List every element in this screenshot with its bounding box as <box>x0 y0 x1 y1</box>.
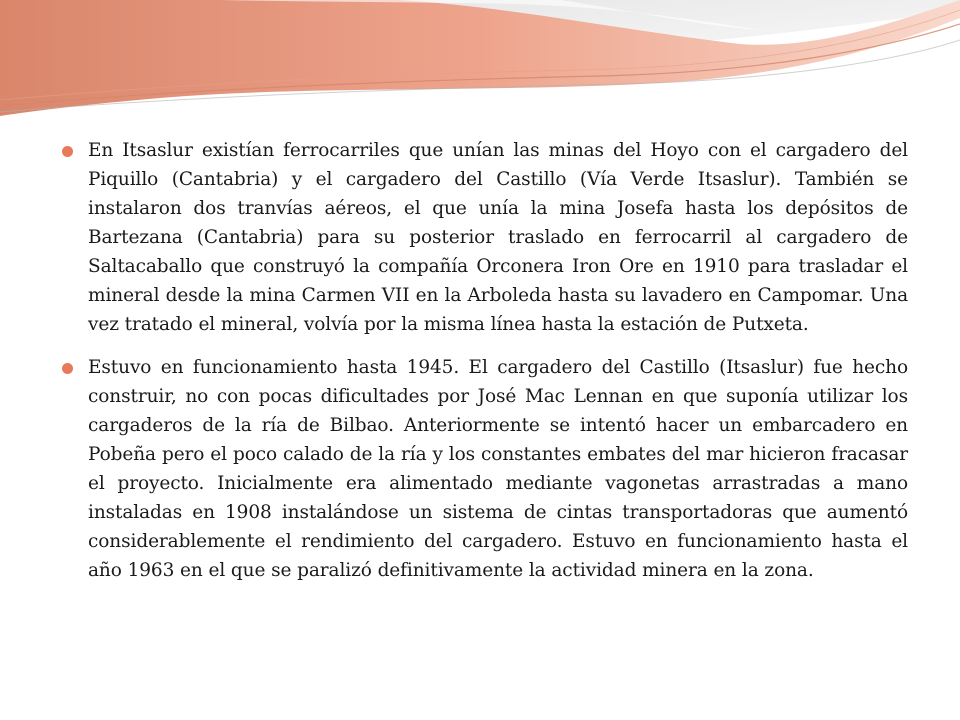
bullet-item-2 <box>60 353 908 585</box>
bullet-text: Estuvo en funcionamiento hasta 1945. El cargadero del Castillo (Itsaslur) fue hecho construir, no con pocas dificultades por José Mac Lennan en que suponía utilizar los cargaderos de la ría de Bilbao. Anteriormente se intentó hacer un embarcadero en Pobeña pero el poco calado de la ría y los constantes embates del mar hicieron fracasar el proyecto. Inicialmente era alimentado mediante vagonetas arrastradas a mano instaladas en 1908 instalándose un sistema de cintas transportadoras que aumentó considerablemente el rendimiento del cargadero. Estuvo en funcionamiento hasta el año 1963 en el que se paralizó definitivamente la actividad minera en la zona. <box>88 357 908 581</box>
bullet-item-1 <box>60 136 908 339</box>
bullet-list <box>60 136 908 599</box>
bullet-dot-icon <box>62 363 73 374</box>
bullet-text: En Itsaslur existían ferrocarriles que unían las minas del Hoyo con el cargadero del Piquillo (Cantabria) y el cargadero del Castillo (Vía Verde Itsaslur). También se instalaron dos tranvías aéreos, el que unía la mina Josefa hasta los depósitos de Bartezana (Cantabria) para su posterior traslado en ferrocarril al cargadero de Saltacaballo que construyó la compañía Orconera Iron Ore en 1910 para trasladar el mineral desde la mina Carmen VII en la Arboleda hasta su lavadero en Campomar. Una vez tratado el mineral, volvía por la misma línea hasta la estación de Putxeta. <box>88 140 908 335</box>
bullet-dot-icon <box>62 146 73 157</box>
decorative-wave-header <box>0 0 960 130</box>
